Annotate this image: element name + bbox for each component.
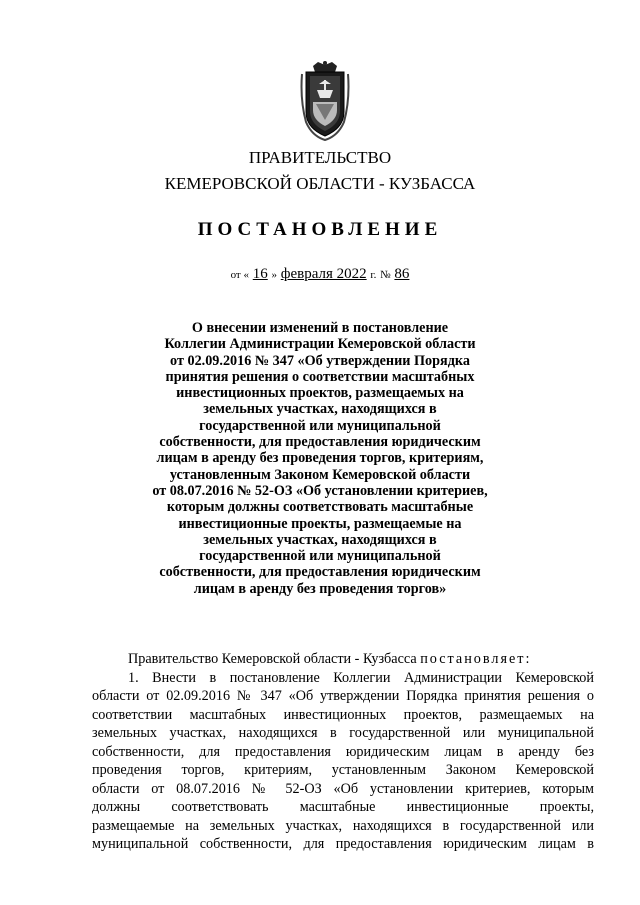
government-name-line1: ПРАВИТЕЛЬСТВО bbox=[248, 148, 392, 167]
title-line: земельных участках, находящихся в bbox=[203, 531, 437, 548]
date-mid: » bbox=[271, 269, 277, 281]
title-line: установленным Законом Кемеровской области bbox=[169, 466, 471, 483]
title-line: которым должны соответствовать масштабные bbox=[166, 499, 474, 516]
title-line: инвестиционных проектов, размещаемых на bbox=[176, 385, 464, 402]
title-line: лицам в аренду без проведения торгов» bbox=[193, 580, 447, 597]
document-number: 86 bbox=[394, 266, 410, 282]
date-year-suffix: г. bbox=[370, 269, 377, 281]
title-line: лицам в аренду без проведения торгов, критериям, bbox=[156, 450, 484, 467]
paragraph-line: муниципальной собственности, для предоставления юридическим лицам в bbox=[92, 836, 594, 852]
paragraph-line: размещаемые на земельных участках, находящихся в государственной или bbox=[92, 817, 594, 834]
date-prefix: от « bbox=[230, 269, 249, 281]
intro-line bbox=[92, 650, 594, 669]
title-line: принятия решения о соответствии масштабных bbox=[165, 368, 475, 385]
document-body bbox=[92, 650, 594, 854]
title-line: Коллегии Администрации Кемеровской области bbox=[164, 336, 476, 353]
paragraph-line: должны соответствовать масштабные инвестиционные проекты, bbox=[92, 799, 594, 815]
intro-text: Правительство Кемеровской области - Кузбасса bbox=[128, 651, 417, 667]
paragraph-line: земельных участках, находящихся в государственной или муниципальной bbox=[92, 725, 594, 741]
intro-verb: постановляет: bbox=[420, 651, 532, 667]
title-line: от 02.09.2016 № 347 «Об утверждении Порядка bbox=[170, 352, 470, 369]
document-title bbox=[140, 320, 500, 597]
title-line: собственности, для предоставления юридическим bbox=[159, 564, 481, 581]
number-sign: № bbox=[380, 269, 391, 281]
document-date-number bbox=[0, 264, 640, 285]
paragraph-line: соответствии масштабных инвестиционных проектов, размещаемых на bbox=[92, 706, 594, 723]
document-type-title: ПОСТАНОВЛЕНИЕ bbox=[197, 219, 443, 240]
title-line: от 08.07.2016 № 52-ОЗ «Об установлении критериев, bbox=[152, 482, 488, 499]
title-line: инвестиционные проекты, размещаемые на bbox=[178, 515, 462, 532]
title-line: земельных участках, находящихся в bbox=[203, 401, 437, 418]
paragraph-line: области от 08.07.2016 № 52-ОЗ «Об установлении критериев, которым bbox=[92, 780, 594, 797]
date-day: 16 bbox=[252, 266, 268, 282]
government-name-line2: КЕМЕРОВСКОЙ ОБЛАСТИ - КУЗБАССА bbox=[164, 174, 476, 193]
title-line: О внесении изменений в постановление bbox=[191, 320, 449, 336]
title-line: государственной или муниципальной bbox=[199, 548, 441, 565]
date-month-year: февраля 2022 bbox=[280, 266, 367, 282]
title-line: собственности, для предоставления юридическим bbox=[159, 434, 481, 451]
title-line: государственной или муниципальной bbox=[199, 417, 441, 434]
paragraph-line: области от 02.09.2016 № 347 «Об утверждении Порядка принятия решения о bbox=[92, 688, 594, 704]
paragraph-line: 1. Внести в постановление Коллегии Администрации Кемеровской bbox=[128, 669, 594, 686]
paragraph-line: собственности, для предоставления юридическим лицам в аренду без bbox=[92, 743, 594, 760]
paragraph-line: проведения торгов, критериям, установленным Законом Кемеровской bbox=[92, 762, 594, 778]
kemerovo-coat-of-arms-icon bbox=[300, 60, 350, 142]
